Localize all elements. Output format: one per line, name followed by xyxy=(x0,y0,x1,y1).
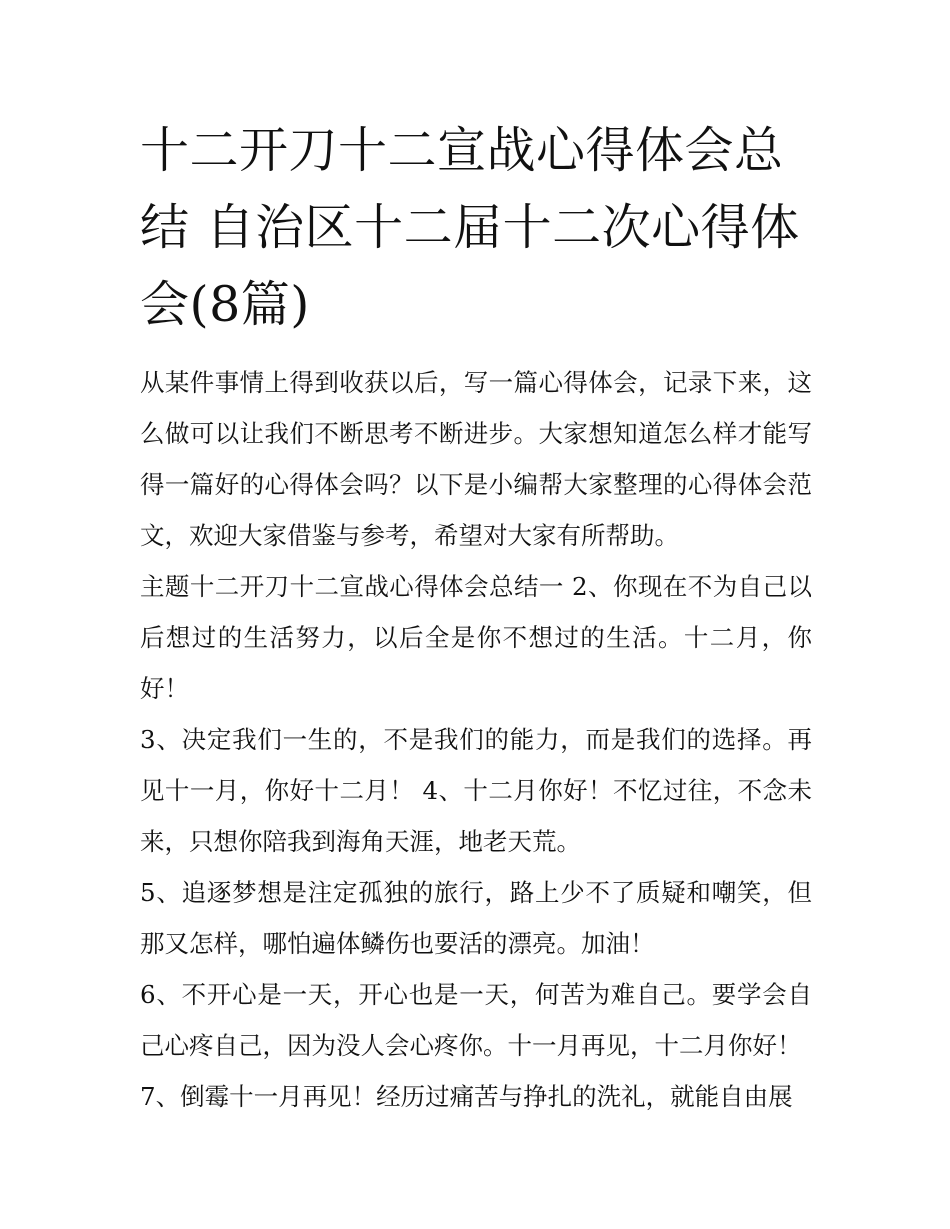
document-title: 十二开刀十二宣战心得体会总结 自治区十二届十二次心得体会(8篇) xyxy=(140,122,800,333)
paragraph-item-5: 5、追逐梦想是注定孤独的旅行，路上少不了质疑和嘲笑，但那又怎样，哪怕遍体鳞伤也要活的漂亮。加油！ xyxy=(140,878,812,958)
paragraph-item-3-4: 3、决定我们一生的，不是我们的能力，而是我们的选择。再见十一月，你好十二月！ 4、十二月你好！不忆过往，不念未来，只想你陪我到海角天涯，地老天荒。 xyxy=(140,725,812,856)
paragraph-item-7: 7、倒霉十一月再见！经历过痛苦与挣扎的洗礼，就能自由展 xyxy=(140,1082,793,1111)
paragraph-intro: 从某件事情上得到收获以后，写一篇心得体会，记录下来，这么做可以让我们不断思考不断进步。大家想知道怎么样才能写得一篇好的心得体会吗？以下是小编帮大家整理的心得体会范文，欢迎大家借鉴与参考，希望对大家有所帮助。 xyxy=(140,368,812,550)
document-body xyxy=(140,112,812,1122)
paragraph-item-6: 6、不开心是一天，开心也是一天，何苦为难自己。要学会自己心疼自己，因为没人会心疼你。十一月再见，十二月你好！ xyxy=(140,980,812,1060)
paragraph-item-2: 主题十二开刀十二宣战心得体会总结一 2、你现在不为自己以后想过的生活努力，以后全是你不想过的生活。十二月，你好！ xyxy=(140,572,812,703)
